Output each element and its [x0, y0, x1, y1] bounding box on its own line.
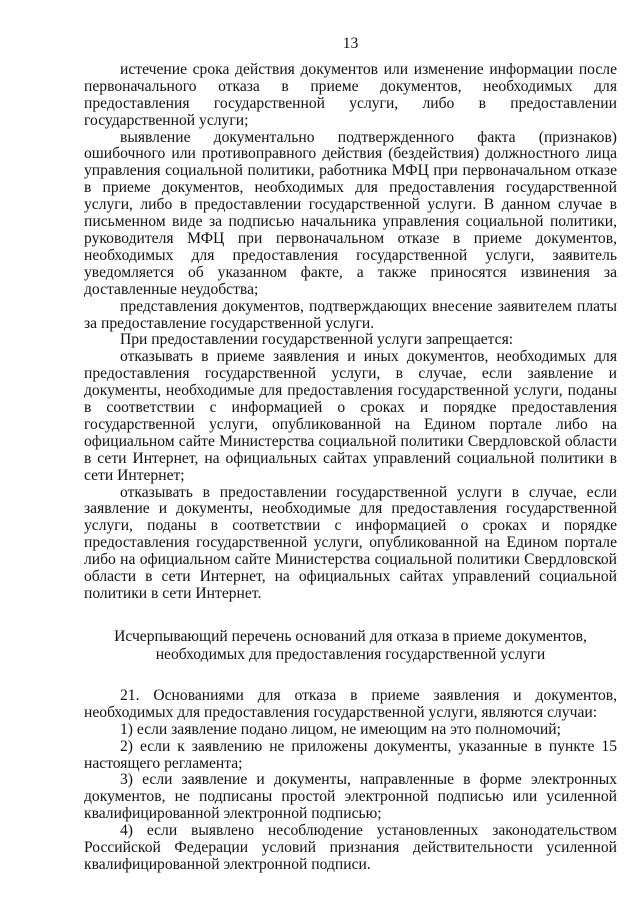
paragraph-expiry-of-documents: истечение срока действия документов или изменение информации после первоначального отказа в приеме документов, необходимых для предоставления государственной услуги, либо в предоставлении государственной услуги; — [84, 60, 617, 129]
paragraph-refuse-acceptance: отказывать в приеме заявления и иных документов, необходимых для предоставления государственной услуги, в случае, если заявление и документы, необходимые для предоставления государственной услуги, поданы в соответствии с информацией о сроках и порядке предоставления государственной услуги, опубликованной на Едином портале либо на официальном сайте Министерства социальной политики Свердловской области в сети Интернет, на официальных сайтах управлений социальной политики в сети Интернет; — [84, 348, 617, 484]
section-heading — [84, 628, 617, 664]
list-item-2: 2) если к заявлению не приложены документы, указанные в пункте 15 настоящего регламента; — [84, 737, 617, 772]
list-item-1: 1) если заявление подано лицом, не имеющим на это полномочий; — [120, 720, 561, 738]
document-page — [84, 36, 617, 874]
paragraph-erroneous-action: выявление документально подтвержденного факта (признаков) ошибочного или противоправного действия (бездействия) должностного лица управления социальной политики, работника МФЦ при первоначальном отказе в приеме документов, необходимых для предоставления государственной услуги, либо в предоставлении государственной услуги. В данном случае в письменном виде за подписью начальника управления социальной политики, руководителя МФЦ при первоначальном отказе в приеме документов, необходимых для предоставления государственной услуги, заявитель уведомляется об указанном факте, а также приносятся извинения за доставленные неудобства; — [84, 128, 617, 298]
section-heading-line-2: необходимых для предоставления государственной услуги — [155, 645, 546, 663]
list-item-4: 4) если выявлено несоблюдение установленных законодательством Российской Федерации условий признания действительности усиленной квалифицированной электронной подписи. — [84, 822, 617, 873]
paragraph-prohibitions-intro: При предоставлении государственной услуги запрещается: — [120, 331, 514, 349]
paragraph-item-21: 21. Основаниями для отказа в приеме заявления и документов, необходимых для предоставления государственной услуги, являются случаи: — [84, 686, 617, 721]
paragraph-payment-documents: представления документов, подтверждающих внесение заявителем платы за предоставление государственной услуги. — [84, 297, 617, 332]
paragraph-refuse-provision: отказывать в предоставлении государственной услуги в случае, если заявление и документы, необходимые для предоставления государственной услуги, поданы в соответствии с информацией о сроках и порядке предоставления государственной услуги, опубликованной на Едином портале либо на официальном сайте Министерства социальной политики Свердловской области в сети Интернет, на официальных сайтах управлений социальной политики в сети Интернет. — [84, 483, 617, 602]
page-number: 13 — [342, 35, 359, 52]
section-heading-line-1: Исчерпывающий перечень оснований для отказа в приеме документов, — [114, 627, 587, 645]
list-item-3: 3) если заявление и документы, направленные в форме электронных документов, не подписаны простой электронной подписью или усиленной квалифицированной электронной подписью; — [84, 771, 617, 823]
